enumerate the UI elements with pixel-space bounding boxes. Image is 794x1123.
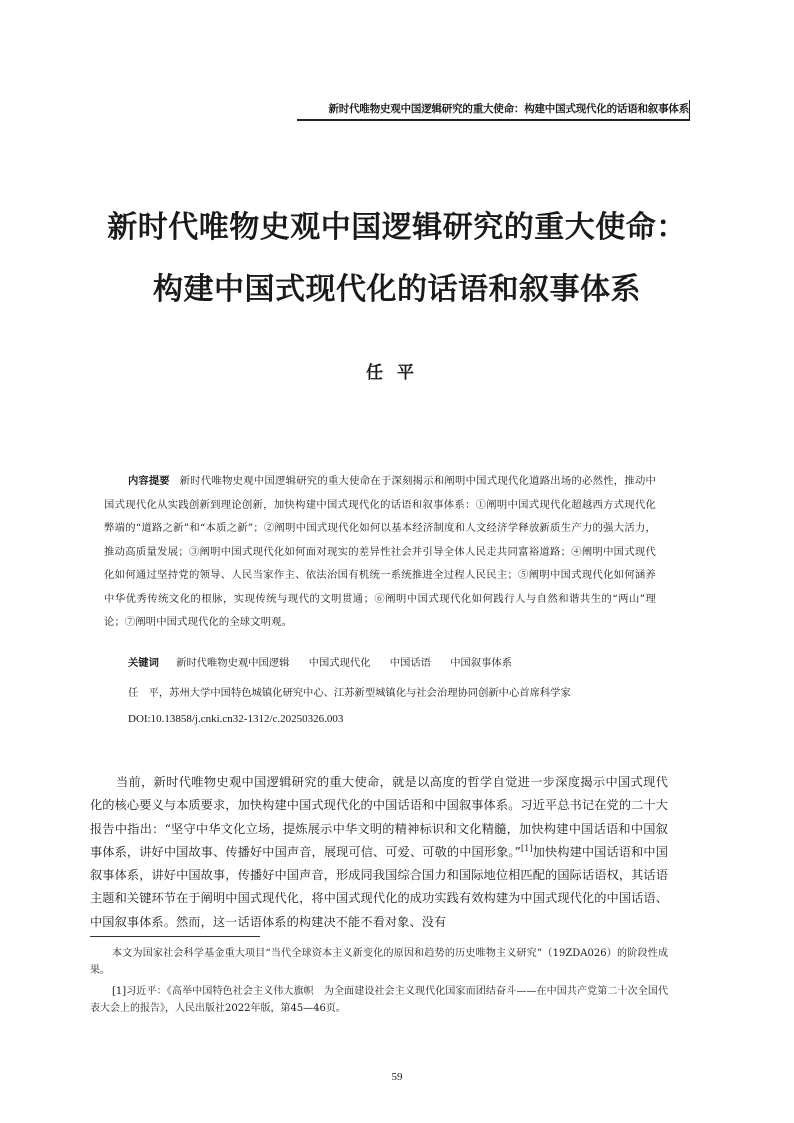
article-title-line1: 新时代唯物史观中国逻辑研究的重大使命： (107, 210, 687, 245)
article-title-line2: 构建中国式现代化的话语和叙事体系 (153, 272, 641, 307)
footnote-fund: 本文为国家社会科学基金重大项目“当代全球资本主义新变化的原因和趋势的历史唯物主义研究”（19ZDA026）的阶段性成果。 (90, 948, 668, 976)
body-text-part1: 当前，新时代唯物史观中国逻辑研究的重大使命，就是以高度的哲学自觉进一步深度揭示中国式现代化的核心要义与本质要求，加快构建中国式现代化的中国话语和中国叙事体系。习近平总书记在党的二十大报告中指出：“坚守中华文化立场，提炼展示中华文明的精神标识和文化精髓，加快构建中国话语和中国叙事体系，讲好中国故事、传播好中国声音，展现可信、可爱、可敬的中国形象。” (90, 775, 668, 859)
footnote-ref: [1] (520, 843, 533, 853)
doi: DOI:10.13858/j.cnki.cn32-1312/c.20250326.003 (128, 713, 344, 725)
keyword: 新时代唯物史观中国逻辑 (176, 657, 290, 669)
body-text-part2: 加快构建中国话语和中国叙事体系，讲好中国故事，传播好中国声音，形成同我国综合国力和国际地位相匹配的国际话语权，其话语主题和关键环节在于阐明中国式现代化，将中国式现代化的成功实践有效构建为中国式现代化的中国话语、中国叙事体系。然而，这一话语体系的构建决不能不看对象、没有 (90, 844, 669, 929)
abstract-block (104, 470, 656, 635)
header-rule-corner (689, 100, 690, 120)
author-affiliation: 任 平，苏州大学中国特色城镇化研究中心、江苏新型城镇化与社会治理协同创新中心首席科学家 (128, 687, 571, 699)
author-name: 任平 (366, 363, 428, 383)
footnote-rule (90, 936, 260, 937)
header-rule (297, 119, 690, 121)
keyword: 中国话语 (389, 657, 431, 669)
body-paragraph (90, 771, 668, 934)
keywords-label: 关键词 (128, 657, 159, 669)
keyword: 中国叙事体系 (450, 657, 513, 669)
page-number: 59 (391, 1071, 403, 1083)
running-header: 新时代唯物史观中国逻辑研究的重大使命：构建中国式现代化的话语和叙事体系 (328, 103, 689, 115)
abstract-label: 内容提要 (128, 475, 170, 487)
keywords-block (128, 654, 668, 672)
footnote-1: [1]习近平：《高举中国特色社会主义伟大旗帜 为全面建设社会主义现代化国家而团结奋斗——在中国共产党第二十次全国代表大会上的报告》，人民出版社2022年版，第45—46页。 (90, 986, 668, 1014)
keyword: 中国式现代化 (308, 657, 371, 669)
abstract-text: 新时代唯物史观中国逻辑研究的重大使命在于深刻揭示和阐明中国式现代化道路出场的必然性，推动中国式现代化从实践创新到理论创新，加快构建中国式现代化的话语和叙事体系：①阐明中国式现代化超越西方式现代化弊端的“道路之新”和“本质之新”；②阐明中国式现代化如何以基本经济制度和人文经济学释放新质生产力的强大活力，推动高质量发展；③阐明中国式现代化如何面对现实的差异性社会并引导全体人民走共同富裕道路；④阐明中国式现代化如何通过坚持党的领导、人民当家作主、依法治国有机统一系统推进全过程人民民主；⑤阐明中国式现代化如何涵养中华优秀传统文化的根脉，实现传统与现代的文明贯通；⑥阐明中国式现代化如何践行人与自然和谐共生的“两山”理论；⑦阐明中国式现代化的全球文明观。 (104, 475, 657, 628)
